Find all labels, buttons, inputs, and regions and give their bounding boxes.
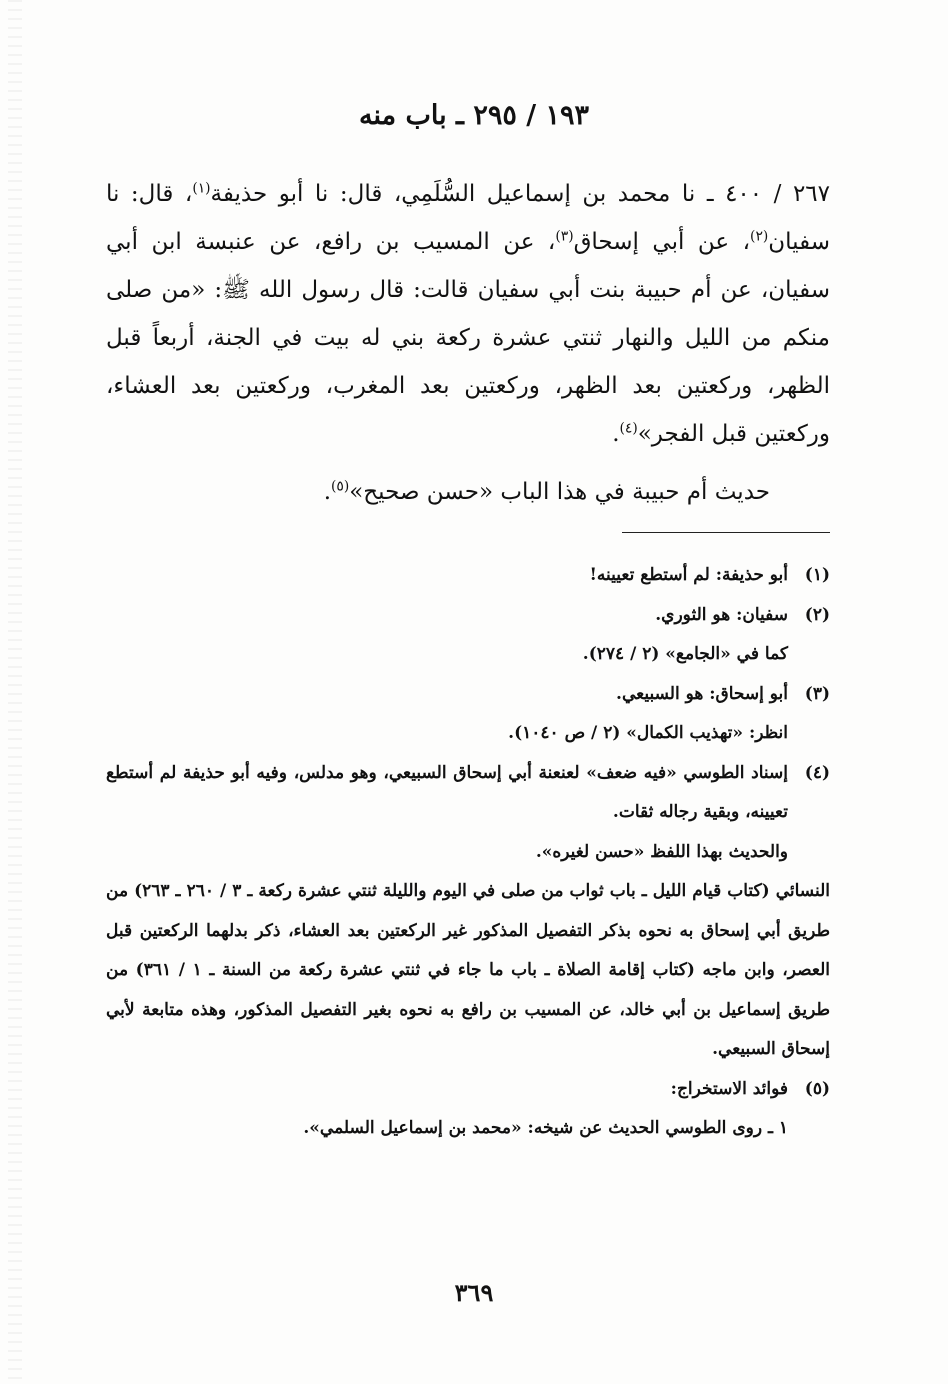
page-number: ٣٦٩ (454, 1278, 494, 1307)
footnote-ref-5[interactable]: (٥) (331, 478, 350, 495)
hadith-text (106, 170, 830, 458)
footnote-text: إسناد الطوسي «فيه ضعف» لعنعنة أبي إسحاق السبيعي، وهو مدلس، وفيه أبو حذيفة لم أستطع تعيينه، وبقية رجاله ثقات. (106, 762, 788, 822)
hadith-text-part-2: ، قال: نا سفيان (106, 181, 830, 255)
footnote-ref-1[interactable]: (١) (192, 180, 211, 197)
footnote-4 (106, 754, 830, 1070)
footnote-text: ١ ـ روى الطوسي الحديث عن شيخه: «محمد بن إسماعيل السلمي». (303, 1118, 788, 1138)
footnote-2 (106, 596, 830, 675)
hadith-text-part-4: ، عن المسيب بن رافع، عن عنبسة ابن أبي سفيان، عن أم حبيبة بنت أبي سفيان قالت: قال رسول الله ﷺ: «من صلى منكم من الليل والنهار ثنتي عشرة ركعة بني له بيت في الجنة، أربعاً قبل الظهر، وركعتين بعد الظهر، وركعتين بعد المغرب، وركعتين بعد العشاء، وركعتين قبل الفجر» (106, 229, 830, 447)
grade-text: حديث أم حبيبة في هذا الباب «حسن صحيح» (349, 479, 770, 505)
grade-end: . (323, 479, 332, 505)
footnote-heading: فوائد الاستخراج: (670, 1078, 788, 1099)
hadith-text-part-1: نا محمد بن إسماعيل السُّلَمِي، قال: نا أبو حذيفة (210, 181, 696, 207)
footnote-ref-4[interactable]: (٤) (619, 420, 638, 437)
scan-edge-noise (8, 0, 22, 1384)
footnote-text: أبو حذيفة: لم أستطع تعيينه! (589, 565, 788, 585)
footnote-mark: (٥) (804, 1078, 830, 1099)
footnote-text: النسائي (كتاب قيام الليل ـ باب ثواب من صلى في اليوم والليلة ثنتي عشرة ركعة ـ ٣ / ٢٦٠ ـ ٢٦٣) من طريق أبي إسحاق به نحوه بذكر التفصيل المذكور غير الركعتين بعد العشاء، ذكر بدلهما الركعتين قبل العصر، وابن ماجه (كتاب إقامة الصلاة ـ باب ما جاء في ثنتي عشرة ركعة من السنة ـ ١ / ٣٦١) من طريق إسماعيل بن أبي خالد، عن المسيب بن رافع به نحوه بغير التفصيل المذكور، وهذه متابعة لأبي إسحاق السبيعي. (106, 881, 831, 1059)
footnote-ref-2[interactable]: (٢) (750, 228, 769, 245)
footnote-mark: (٣) (804, 683, 830, 704)
footnote-text: انظر: «تهذيب الكمال» (٢ / ص ١٠٤٠). (508, 723, 788, 743)
hadith-number: ٢٦٧ / ٤٠٠ ـ (706, 181, 831, 207)
footnote-mark: (٢) (804, 604, 830, 625)
footnote-3 (106, 675, 830, 754)
footnote-text: أبو إسحاق: هو السبيعي. (616, 683, 788, 704)
footnotes-section (106, 556, 830, 1149)
footnote-mark: (١) (804, 565, 830, 585)
footnote-text: كما في «الجامع» (٢ / ٢٧٤). (582, 644, 788, 664)
footnote-text: سفيان: هو الثوري. (655, 604, 788, 625)
hadith-text-end: . (612, 421, 620, 447)
footnote-5 (106, 1070, 830, 1149)
footnote-separator (622, 532, 830, 533)
footnote-1 (106, 556, 830, 596)
chapter-title: ١٩٣ / ٢٩٥ ـ باب منه (358, 100, 590, 131)
hadith-grade (110, 468, 770, 516)
hadith-text-part-3: ، عن أبي إسحاق (573, 229, 751, 255)
footnote-text: والحديث بهذا اللفظ «حسن لغيره». (535, 841, 788, 862)
footnote-mark: (٤) (804, 762, 830, 783)
footnote-ref-3[interactable]: (٣) (555, 228, 574, 245)
